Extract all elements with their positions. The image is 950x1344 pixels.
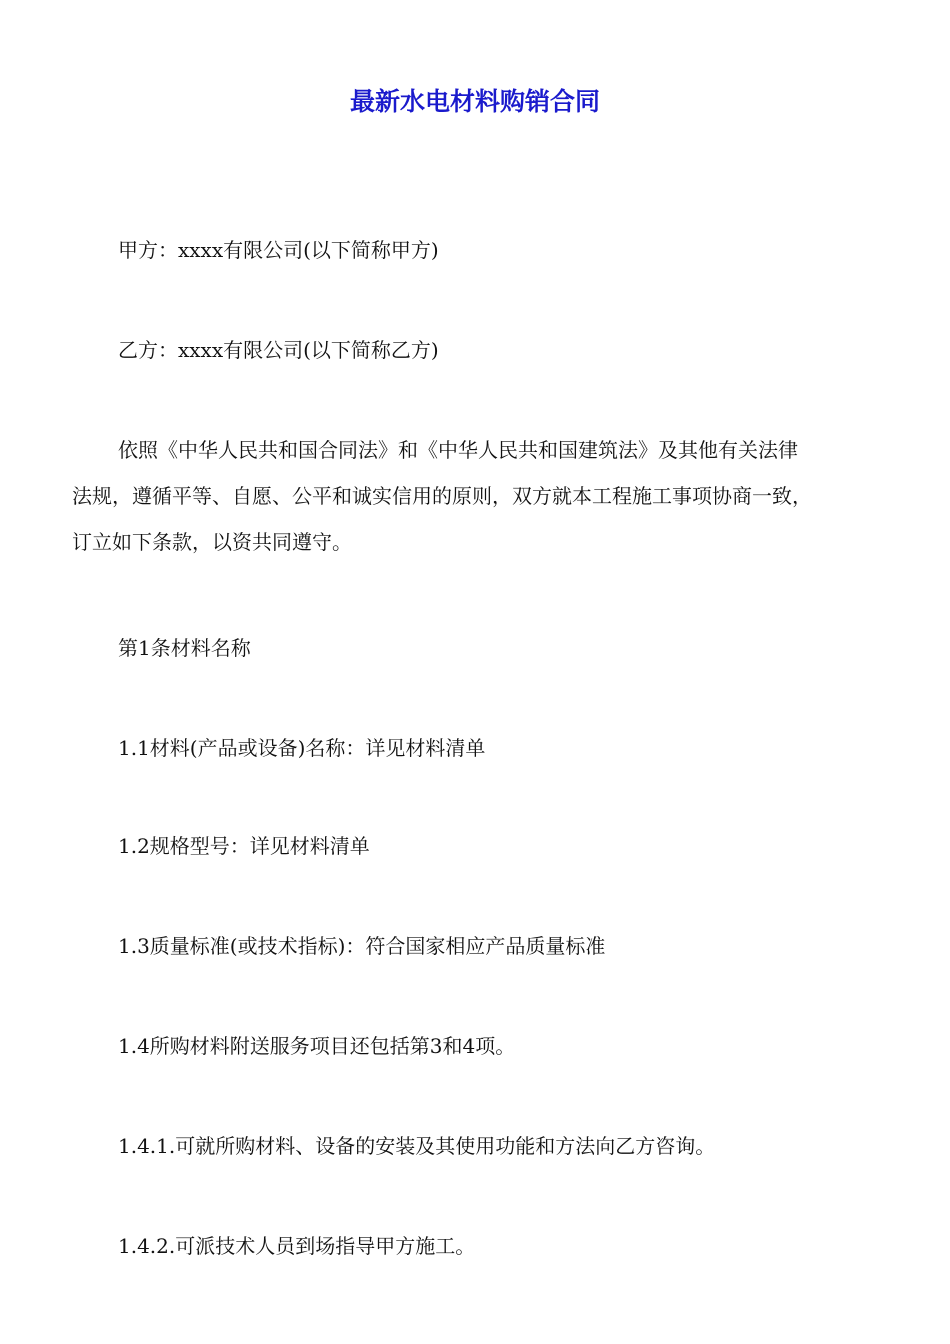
preamble-paragraph — [72, 434, 884, 572]
clause-1-4-2: 1.4.2.可派技术人员到场指导甲方施工。 — [118, 1234, 476, 1258]
article-1-heading: 第1条材料名称 — [118, 636, 251, 660]
preamble-line-2: 法规，遵循平等、自愿、公平和诚实信用的原则，双方就本工程施工事项协商一致， — [72, 484, 812, 508]
clause-1-2: 1.2规格型号：详见材料清单 — [118, 834, 370, 858]
party-a: 甲方：xxxx有限公司(以下简称甲方) — [118, 238, 439, 262]
document-title: 最新水电材料购销合同 — [349, 87, 600, 116]
clause-1-3: 1.3质量标准(或技术指标)：符合国家相应产品质量标准 — [118, 934, 606, 958]
clause-1-4-1: 1.4.1.可就所购材料、设备的安装及其使用功能和方法向乙方咨询。 — [118, 1134, 716, 1158]
clause-1-1: 1.1材料(产品或设备)名称：详见材料清单 — [118, 736, 486, 760]
preamble-line-1: 依照《中华人民共和国合同法》和《中华人民共和国建筑法》及其他有关法律 — [118, 438, 798, 462]
party-b: 乙方：xxxx有限公司(以下简称乙方) — [118, 338, 439, 362]
clause-1-4: 1.4所购材料附送服务项目还包括第3和4项。 — [118, 1034, 516, 1058]
preamble-line-3: 订立如下条款，以资共同遵守。 — [72, 530, 352, 554]
